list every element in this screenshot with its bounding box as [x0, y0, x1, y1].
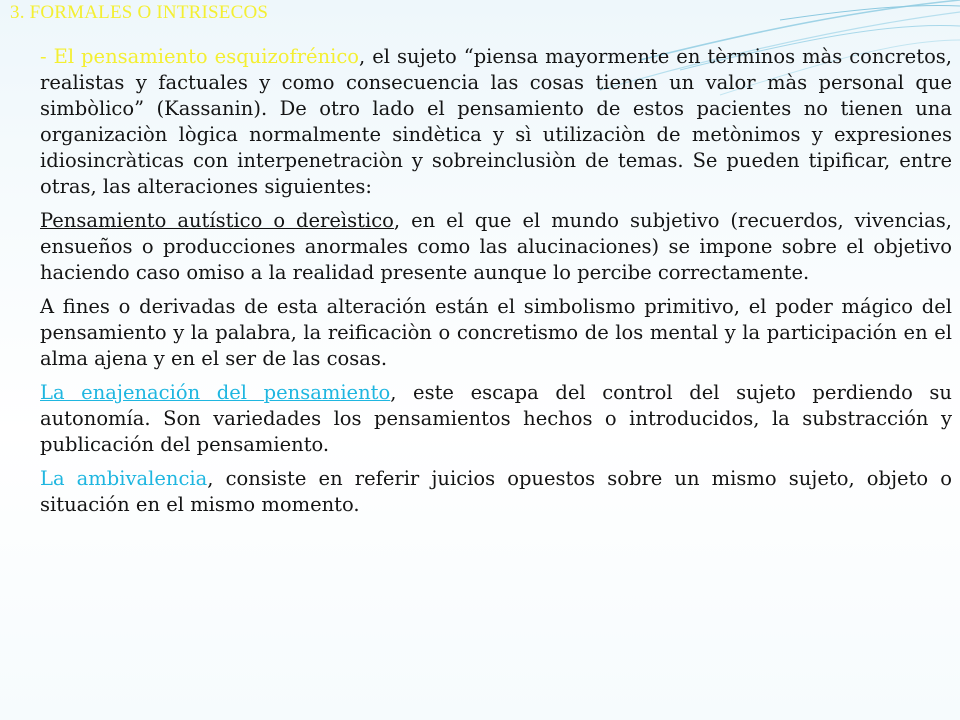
paragraph-schizophrenic-thought [40, 44, 952, 200]
underlined-term: Pensamiento autístico o dereìstico [40, 209, 394, 232]
paragraph-text: , en el que el mundo subjetivo (recuerdos, vivencias, ensueños o producciones anormales como las alucinaciones) se impone sobre el objetivo haciendo caso omiso a la realidad presente aunque lo percibe correctamente. [40, 209, 952, 284]
paragraph-text: , el sujeto “piensa mayormente en tèrminos màs concretos, realistas y factuales y como consecuencia las cosas tienen un valor màs personal que simbòlico” (Kassanin). De otro lado el pensamiento de estos pacientes no tienen una organizaciòn lògica normalmente sindètica y sì utilizaciòn de metònimos y expresiones idiosincràticas con interpenetraciòn y sobreinclusiòn de temas. Se pueden tipificar, entre otras, las alteraciones siguientes: [40, 45, 953, 198]
paragraph-ambivalence [40, 466, 952, 518]
highlight-term: La enajenación del pensamiento [40, 381, 391, 404]
paragraph-alienation [40, 380, 952, 458]
section-heading: 3. FORMALES O INTRISECOS [10, 2, 269, 23]
highlight-term: El pensamiento esquizofrénico [53, 45, 360, 68]
body-text [40, 44, 952, 526]
paragraph-text: A fines o derivadas de esta alteración están el simbolismo primitivo, el poder mágico del pensamiento y la palabra, la reificaciòn o concretismo de los mental y la participación en el alma ajena y en el ser de las cosas. [40, 295, 952, 370]
paragraph-text: , este escapa del control del sujeto perdiendo su autonomía. Son variedades los pensamientos hechos o introducidos, la substracción y publicación del pensamiento. [40, 381, 952, 456]
paragraph-text: , consiste en referir juicios opuestos sobre un mismo sujeto, objeto o situación en el mismo momento. [40, 467, 952, 516]
paragraph-derived-alterations [40, 294, 952, 372]
highlight-term: La ambivalencia [40, 467, 208, 490]
paragraph-autistic-thought [40, 208, 952, 286]
dash-marker: - [40, 45, 54, 68]
